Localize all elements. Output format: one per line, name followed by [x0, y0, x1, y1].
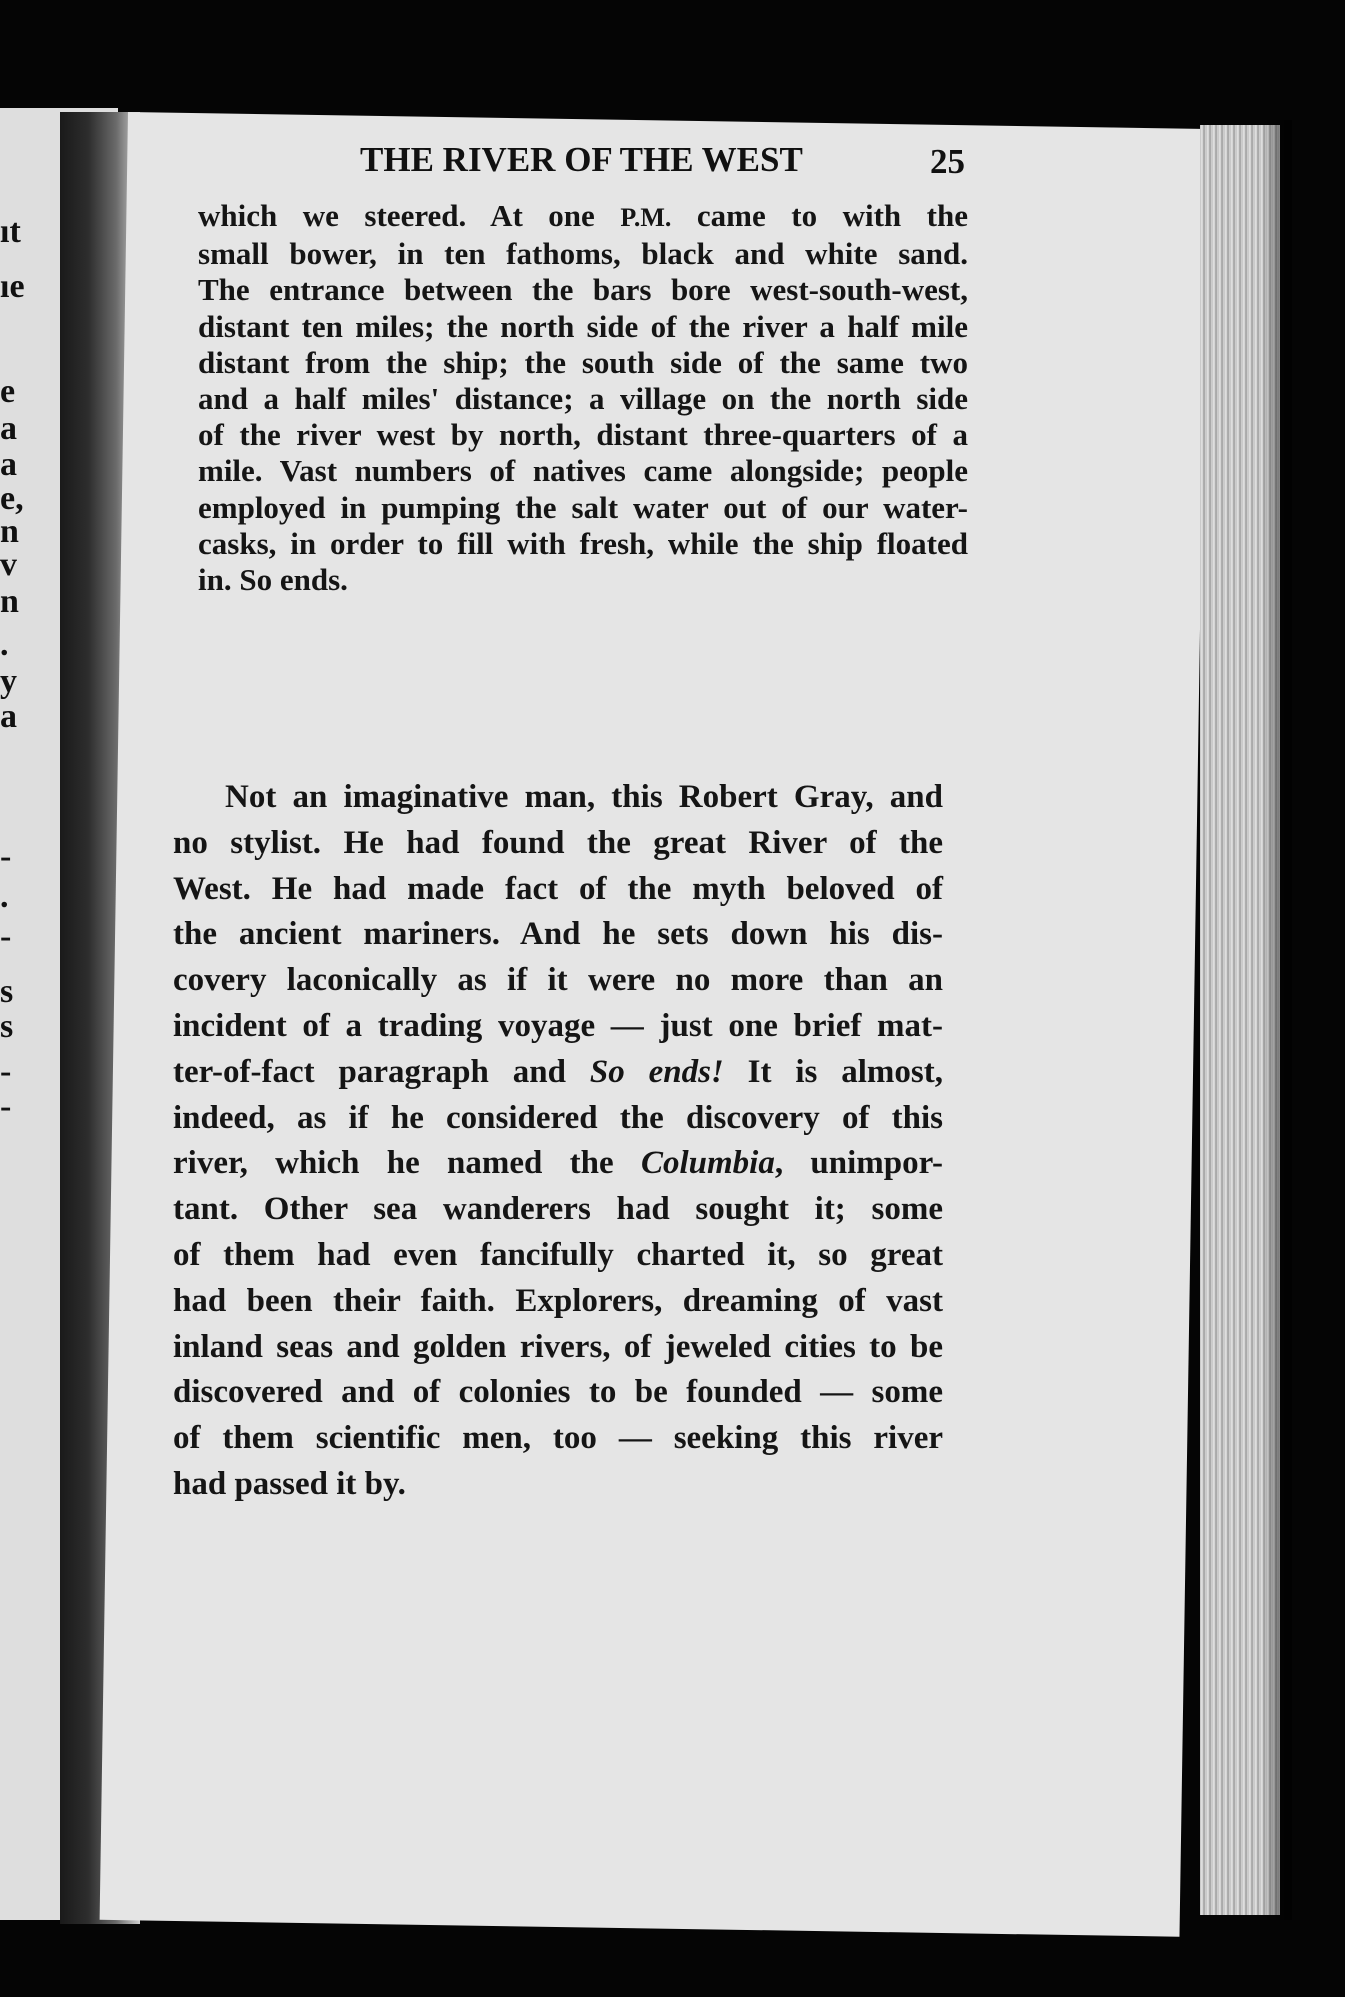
- body-line: had passed it by.: [173, 1465, 406, 1502]
- facing-page-fragment: y: [0, 663, 17, 700]
- facing-page-fragment: v: [0, 546, 17, 583]
- facing-page-fragment: a: [0, 446, 17, 483]
- body-line: ter-of-fact paragraph and So ends! It is almost,: [173, 1053, 943, 1090]
- log-entry-line: casks, in order to fill with fresh, while the ship floated: [198, 525, 968, 561]
- body-line: discovered and of colonies to be founded — some: [173, 1374, 943, 1411]
- facing-page-fragment: s: [0, 973, 14, 1010]
- log-entry-line: which we steered. At one P.M. came to with the: [198, 198, 968, 233]
- body-line: West. He had made fact of the myth beloved of: [173, 870, 943, 907]
- body-line: incident of a trading voyage — just one brief mat-: [173, 1007, 943, 1044]
- log-entry-line: employed in pumping the salt water out of our water-: [198, 489, 968, 525]
- log-entry-line: The entrance between the bars bore west-south-west,: [198, 272, 968, 308]
- facing-page-fragment: -: [0, 1088, 12, 1125]
- log-entry-line: distant from the ship; the south side of the same two: [198, 344, 968, 380]
- facing-page-fragment: n: [0, 583, 19, 620]
- facing-page-fragment: ıe: [0, 268, 25, 305]
- facing-page-fragment: e,: [0, 480, 24, 517]
- body-paragraph: [173, 775, 943, 1508]
- body-line: river, which he named the Columbia, unimpor-: [173, 1145, 943, 1182]
- body-line: inland seas and golden rivers, of jeweled cities to be: [173, 1328, 943, 1365]
- facing-page-fragment: ıt: [0, 213, 21, 250]
- body-line: indeed, as if he considered the discovery of this: [173, 1099, 943, 1136]
- body-line: the ancient mariners. And he sets down his dis-: [173, 916, 943, 953]
- log-entry-line: in. So ends.: [198, 562, 348, 598]
- log-entry-line: and a half miles' distance; a village on the north side: [198, 381, 968, 417]
- facing-page-fragment: a: [0, 698, 17, 735]
- facing-page-fragment: s: [0, 1008, 14, 1045]
- body-line: of them had even fancifully charted it, so great: [173, 1236, 943, 1273]
- log-entry-line: of the river west by north, distant three-quarters of a: [198, 417, 968, 453]
- body-line: Not an imaginative man, this Robert Gray, and: [225, 779, 943, 815]
- facing-page-fragment: .: [0, 626, 9, 663]
- facing-page-fragment: n: [0, 513, 19, 550]
- log-entry-quote: [198, 198, 968, 598]
- log-entry-line: mile. Vast numbers of natives came alongside; people: [198, 453, 968, 489]
- body-line: tant. Other sea wanderers had sought it; some: [173, 1191, 943, 1228]
- body-line: of them scientific men, too — seeking this river: [173, 1420, 943, 1457]
- facing-page-fragment: -: [0, 1053, 12, 1090]
- facing-page-fragment: e: [0, 373, 16, 410]
- fore-edge-shadow: [1262, 120, 1292, 1920]
- log-entry-line: distant ten miles; the north side of the river a half mile: [198, 308, 968, 344]
- log-entry-line: small bower, in ten fathoms, black and white sand.: [198, 236, 968, 272]
- facing-page-fragment: -: [0, 918, 12, 955]
- body-line: covery laconically as if it were no more than an: [173, 962, 943, 999]
- page-number: 25: [930, 142, 965, 181]
- body-line: no stylist. He had found the great River of the: [173, 824, 943, 861]
- facing-page-fragment: -: [0, 838, 12, 875]
- facing-page-fragment: .: [0, 878, 9, 915]
- facing-page-fragment: a: [0, 410, 17, 447]
- body-line: had been their faith. Explorers, dreaming of vast: [173, 1282, 943, 1319]
- running-head-title: THE RIVER OF THE WEST: [360, 140, 803, 179]
- running-head: [225, 140, 965, 190]
